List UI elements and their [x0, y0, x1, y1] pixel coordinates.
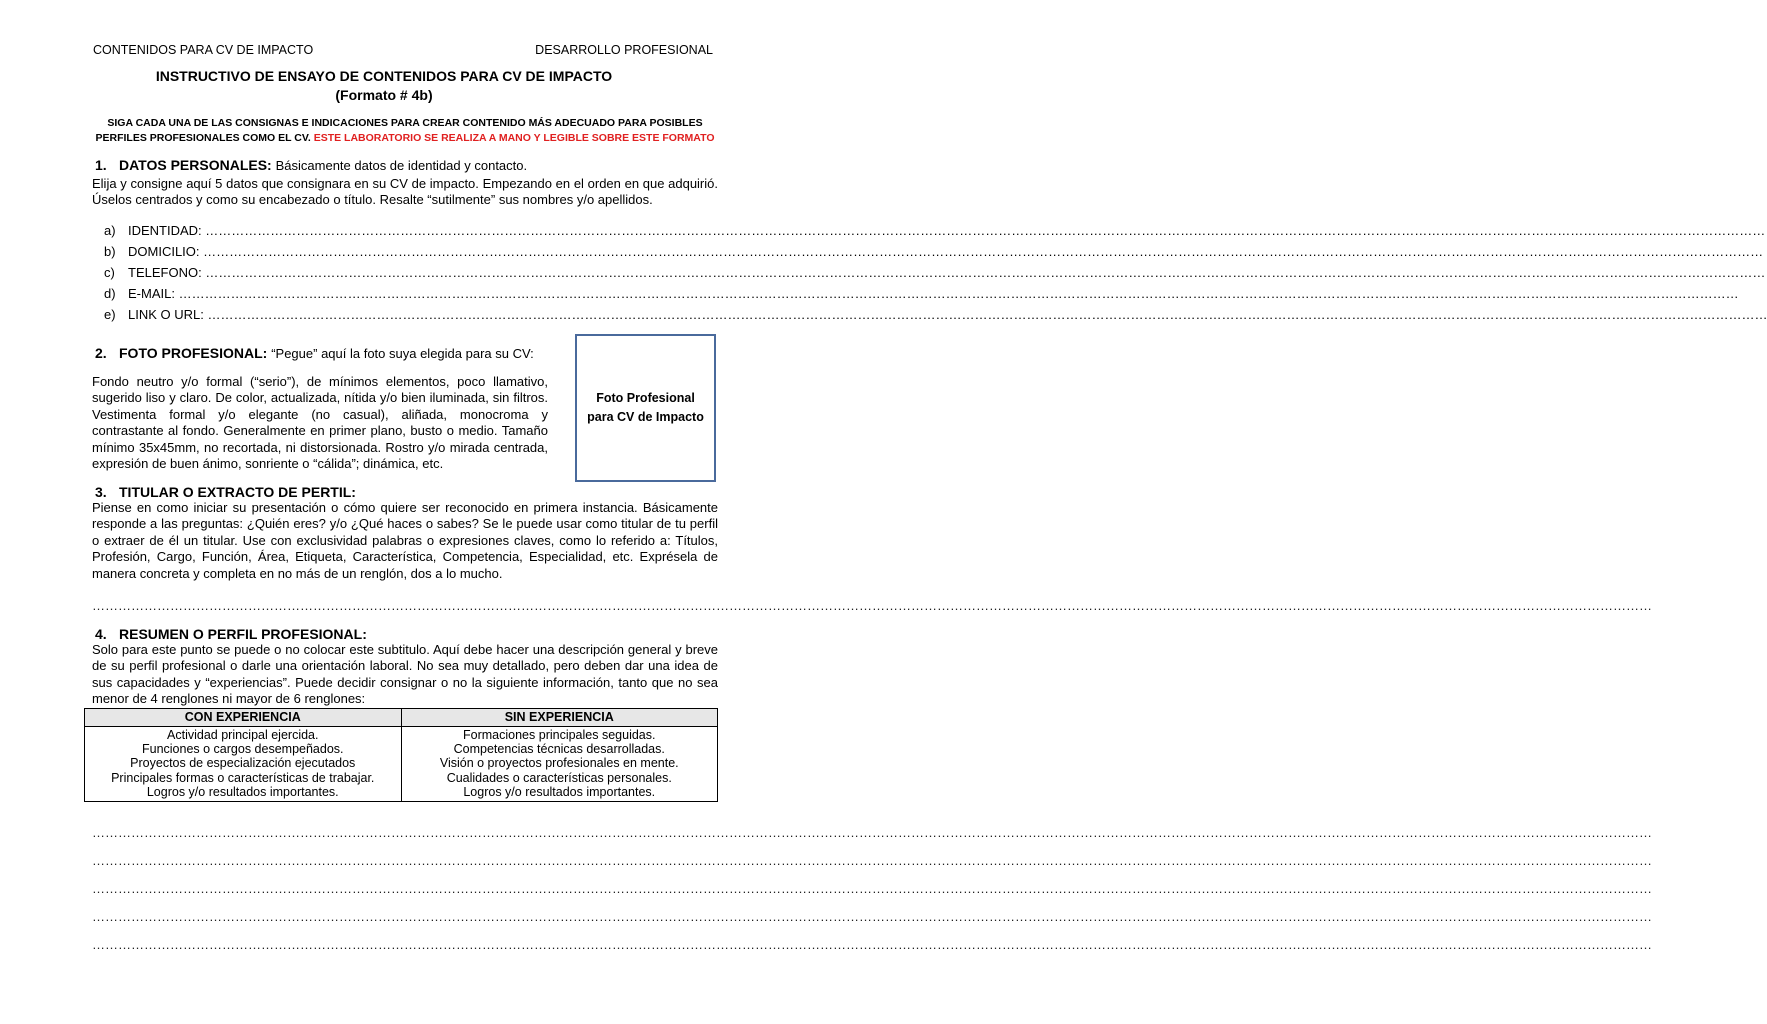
table-row — [85, 727, 718, 802]
document-title: INSTRUCTIVO DE ENSAYO DE CONTENIDOS PARA CV DE IMPACTO — [155, 68, 613, 84]
table-header-sin-experiencia: SIN EXPERIENCIA — [401, 709, 718, 727]
instructions-warning: ESTE LABORATORIO SE REALIZA A MANO Y LEGIBLE SOBRE ESTE FORMATO — [313, 132, 715, 144]
document-subtitle: (Formato # 4b) — [335, 87, 433, 103]
section-2-title: FOTO PROFESIONAL: — [119, 345, 268, 361]
write-line-resumen[interactable]: ……………………………………………………………………………………………………………………………………………………………………………………………………………………………………………………………………………………………………………………………… — [92, 937, 1652, 952]
write-line-resumen[interactable]: ……………………………………………………………………………………………………………………………………………………………………………………………………………………………………………………………………………………………………………………………… — [92, 853, 1652, 868]
sin-experiencia-list — [401, 727, 718, 802]
photo-placeholder[interactable] — [575, 334, 716, 482]
list-item: Funciones o cargos desempeñados. — [141, 742, 344, 757]
field-telefono[interactable]: c) TELEFONO: ……………………………………………………………………………………………………………………………………………………………………………………………………………………………………………………………………………………………………………………………… — [104, 265, 1766, 280]
write-line-resumen[interactable]: ……………………………………………………………………………………………………………………………………………………………………………………………………………………………………………………………………………………………………………………………… — [92, 881, 1652, 896]
list-item: Proyectos de especialización ejecutados — [130, 756, 356, 771]
section-3-body: Piense en como iniciar su presentación o cómo quiere ser reconocido en primera instancia. Básicamente responde a las preguntas: ¿Quién eres? y/o ¿Qué haces o sabes? Se le puede usar como titular de tu perfil o extraer de él un titular. Use con exclusividad palabras o expresiones claves, como lo referido a: Títulos, Profesión, Cargo, Función, Área, Etiqueta, Característica, Competencia, Especialidad, etc. Exprésela de manera concreta y completa en no más de un renglón, dos a lo mucho. — [92, 500, 718, 581]
con-experiencia-list — [85, 727, 402, 802]
field-identidad[interactable]: a) IDENTIDAD: ……………………………………………………………………………………………………………………………………………………………………………………………………………………………………………………………………………………………………………………………… — [104, 223, 1766, 238]
instructions-text: SIGA CADA UNA DE LAS CONSIGNAS E INDICACIONES PARA CREAR CONTENIDO MÁS ADECUADO PARA POSIBLES PERFILES PROFESIONALES COMO EL CV. — [95, 117, 703, 144]
section-1-intro: Básicamente datos de identidad y contacto. — [275, 158, 528, 173]
header-right: DESARROLLO PROFESIONAL — [535, 43, 713, 57]
field-link-url[interactable]: e) LINK O URL: ……………………………………………………………………………………………………………………………………………………………………………………………………………………………………………………………………………………………………………………………… — [104, 307, 1767, 322]
section-4-heading: 4. RESUMEN O PERFIL PROFESIONAL: — [95, 626, 367, 642]
experience-table — [84, 708, 718, 802]
table-header-con-experiencia: CON EXPERIENCIA — [85, 709, 402, 727]
list-item: Visión o proyectos profesionales en mente. — [439, 756, 679, 771]
write-line-resumen[interactable]: ……………………………………………………………………………………………………………………………………………………………………………………………………………………………………………………………………………………………………………………………… — [92, 909, 1652, 924]
section-1-title: DATOS PERSONALES: — [119, 157, 272, 173]
section-2-intro: “Pegue” aquí la foto suya elegida para su CV: — [271, 346, 534, 361]
photo-placeholder-label: Foto Profesional para CV de Impacto — [587, 391, 704, 424]
list-item: Cualidades o características personales. — [446, 770, 672, 785]
section-1-body: Elija y consigne aquí 5 datos que consignara en su CV de impacto. Empezando en el orden en que adquirió. Úselos centrados y como su encabezado o título. Resalte “sutilmente” sus nombres y/o apellidos. — [92, 176, 718, 208]
list-item: Principales formas o características de trabajar. — [111, 770, 375, 785]
section-2-body: Fondo neutro y/o formal (“serio”), de mínimos elementos, poco llamativo, sugerido liso y claro. De color, actualizada, nítida y/o bien iluminada, sin filtros. Vestimenta formal y/o elegante (no casual), aliñada, monocroma y contrastante al fondo. Generalmente en primer plano, busto o medio. Tamaño mínimo 35x45mm, no recortada, ni distorsionada. Rostro y/o mirada centrada, expresión de buen ánimo, sonriente o “cálida”; dinámica, etc. — [92, 374, 548, 472]
section-3-heading: 3. TITULAR O EXTRACTO DE PERTIL: — [95, 484, 356, 500]
list-item: Logros y/o resultados importantes. — [463, 784, 656, 799]
section-3-title: TITULAR O EXTRACTO DE PERTIL: — [119, 484, 356, 500]
section-2-heading: 2. FOTO PROFESIONAL: “Pegue” aquí la foto suya elegida para su CV: — [95, 345, 534, 361]
section-4-body: Solo para este punto se puede o no colocar este subtitulo. Aquí debe hacer una descripción general y breve de su perfil profesional o darle una orientación laboral. No sea muy detallado, pero deben dar una idea de sus capacidades y “experiencias”. Puede decidir consignar o no la siguiente información, tanto que no sea menor de 4 renglones ni mayor de 6 renglones: — [92, 642, 718, 707]
list-item: Actividad principal ejercida. — [167, 728, 319, 742]
field-domicilio[interactable]: b) DOMICILIO: ……………………………………………………………………………………………………………………………………………………………………………………………………………………………………………………………………………………………………………………………… — [104, 244, 1764, 259]
write-line-resumen[interactable]: ……………………………………………………………………………………………………………………………………………………………………………………………………………………………………………………………………………………………………………………………… — [92, 825, 1652, 840]
section-4-title: RESUMEN O PERFIL PROFESIONAL: — [119, 626, 367, 642]
section-1-heading: 1. DATOS PERSONALES: Básicamente datos de identidad y contacto. — [95, 157, 528, 173]
write-line-titular[interactable]: ……………………………………………………………………………………………………………………………………………………………………………………………………………………………………………………………………………………………………………………………… — [92, 598, 1652, 613]
instructions — [92, 116, 718, 146]
header-left: CONTENIDOS PARA CV DE IMPACTO — [93, 43, 314, 57]
list-item: Formaciones principales seguidas. — [463, 728, 656, 742]
field-email[interactable]: d) E-MAIL: ……………………………………………………………………………………………………………………………………………………………………………………………………………………………………………………………………………………………………………………………… — [104, 286, 1739, 301]
list-item: Logros y/o resultados importantes. — [146, 784, 339, 799]
list-item: Competencias técnicas desarrolladas. — [453, 742, 665, 757]
